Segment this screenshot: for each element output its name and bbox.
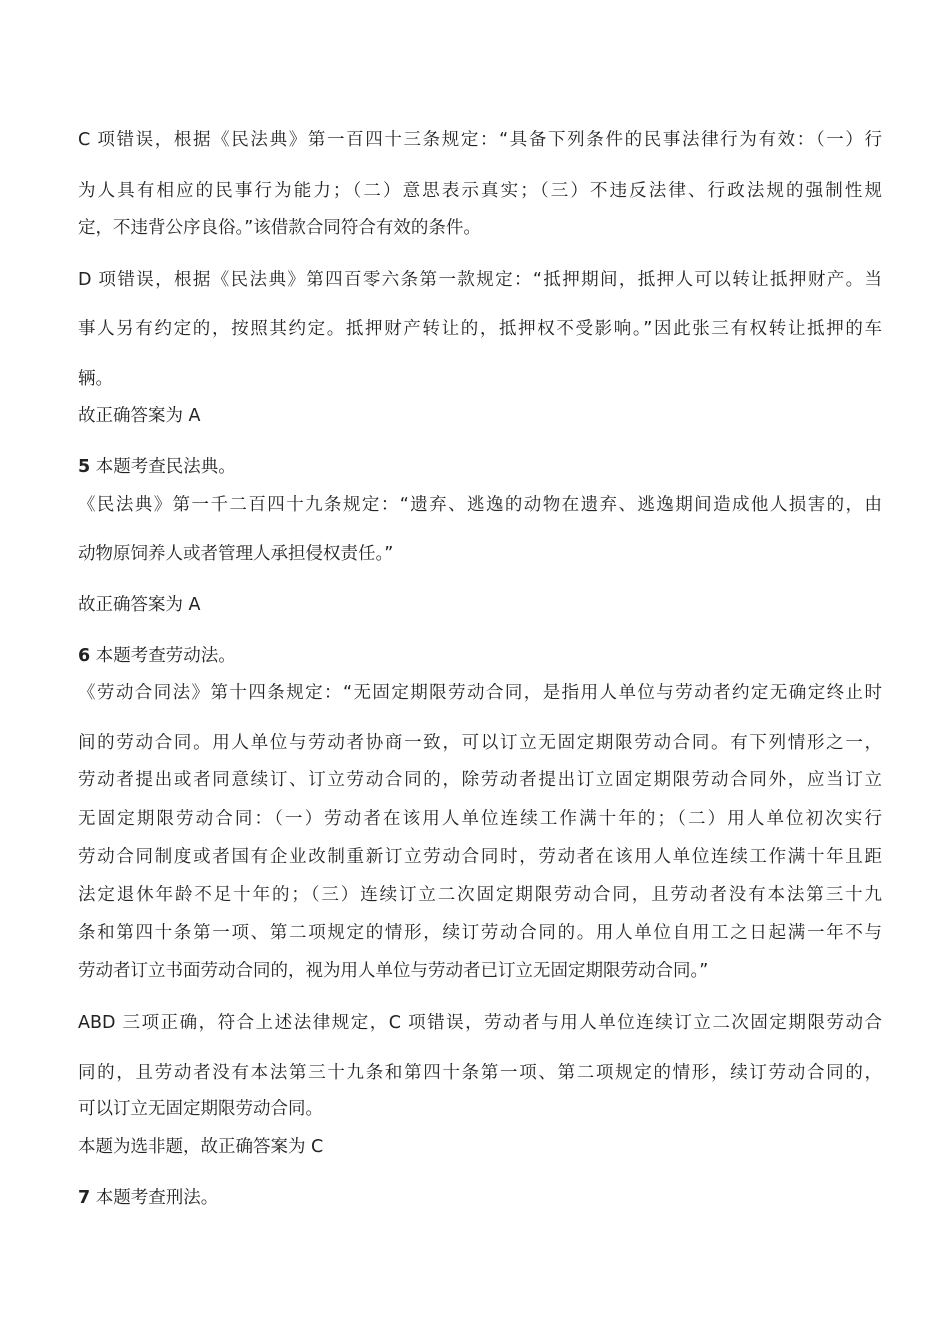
q6-line-5: 劳动合同制度或者国有企业改制重新订立劳动合同时，劳动者在该用人单位连续工作满十年且距 <box>78 847 882 867</box>
q6-title: 本题考查劳动法。 <box>90 646 236 666</box>
q5-line-2: 动物原饲养人或者管理人承担侵权责任。” <box>78 544 394 564</box>
q6-line-2: 间的劳动合同。用人单位与劳动者协商一致，可以订立无固定期限劳动合同。有下列情形之一， <box>78 733 882 753</box>
q6-line-6: 法定退休年龄不足十年的；（三）连续订立二次固定期限劳动合同，且劳动者没有本法第三十九 <box>78 885 882 905</box>
q6-heading <box>78 645 882 667</box>
c-item-line-1: C 项错误，根据《民法典》第一百四十三条规定：“具备下列条件的民事法律行为有效：（一）行 <box>78 130 882 150</box>
answer-4: 故正确答案为 A <box>78 406 201 426</box>
q7-number: 7 <box>78 1188 91 1208</box>
d-item-line-1: D 项错误，根据《民法典》第四百零六条第一款规定：“抵押期间，抵押人可以转让抵押财产。当 <box>78 270 882 290</box>
q5-title: 本题考查民法典。 <box>90 457 236 477</box>
q5-line-1: 《民法典》第一千二百四十九条规定：“遗弃、逃逸的动物在遗弃、逃逸期间造成他人损害的，由 <box>78 495 882 515</box>
q6-line-8: 劳动者订立书面劳动合同的，视为用人单位与劳动者已订立无固定期限劳动合同。” <box>78 961 709 981</box>
q6-analysis-line-3: 可以订立无固定期限劳动合同。 <box>78 1099 323 1119</box>
d-item-line-3: 辆。 <box>78 369 113 389</box>
q5-answer: 故正确答案为 A <box>78 595 201 615</box>
c-item-line-3: 定，不违背公序良俗。”该借款合同符合有效的条件。 <box>78 218 481 238</box>
q6-answer: 本题为选非题，故正确答案为 C <box>78 1137 324 1157</box>
q5-number: 5 <box>78 457 91 477</box>
q7-title: 本题考查刑法。 <box>90 1188 219 1208</box>
q6-analysis-line-1: ABD 三项正确，符合上述法律规定，C 项错误，劳动者与用人单位连续订立二次固定期限劳动合 <box>78 1013 882 1033</box>
d-item-line-2: 事人另有约定的，按照其约定。抵押财产转让的，抵押权不受影响。”因此张三有权转让抵押的车 <box>78 319 882 339</box>
q6-line-3: 劳动者提出或者同意续订、订立劳动合同的，除劳动者提出订立固定期限劳动合同外，应当订立 <box>78 770 882 790</box>
c-item-line-2: 为人具有相应的民事行为能力；（二）意思表示真实；（三）不违反法律、行政法规的强制性规 <box>78 181 882 201</box>
q6-analysis-line-2: 同的，且劳动者没有本法第三十九条和第四十条第一项、第二项规定的情形，续订劳动合同的， <box>78 1063 882 1083</box>
q5-heading <box>78 456 882 478</box>
q6-line-1: 《劳动合同法》第十四条规定：“无固定期限劳动合同，是指用人单位与劳动者约定无确定终止时 <box>78 683 882 703</box>
q6-line-4: 无固定期限劳动合同：（一）劳动者在该用人单位连续工作满十年的；（二）用人单位初次实行 <box>78 809 882 829</box>
q7-heading <box>78 1187 882 1209</box>
q6-number: 6 <box>78 646 91 666</box>
q6-line-7: 条和第四十条第一项、第二项规定的情形，续订劳动合同的。用人单位自用工之日起满一年不与 <box>78 923 882 943</box>
